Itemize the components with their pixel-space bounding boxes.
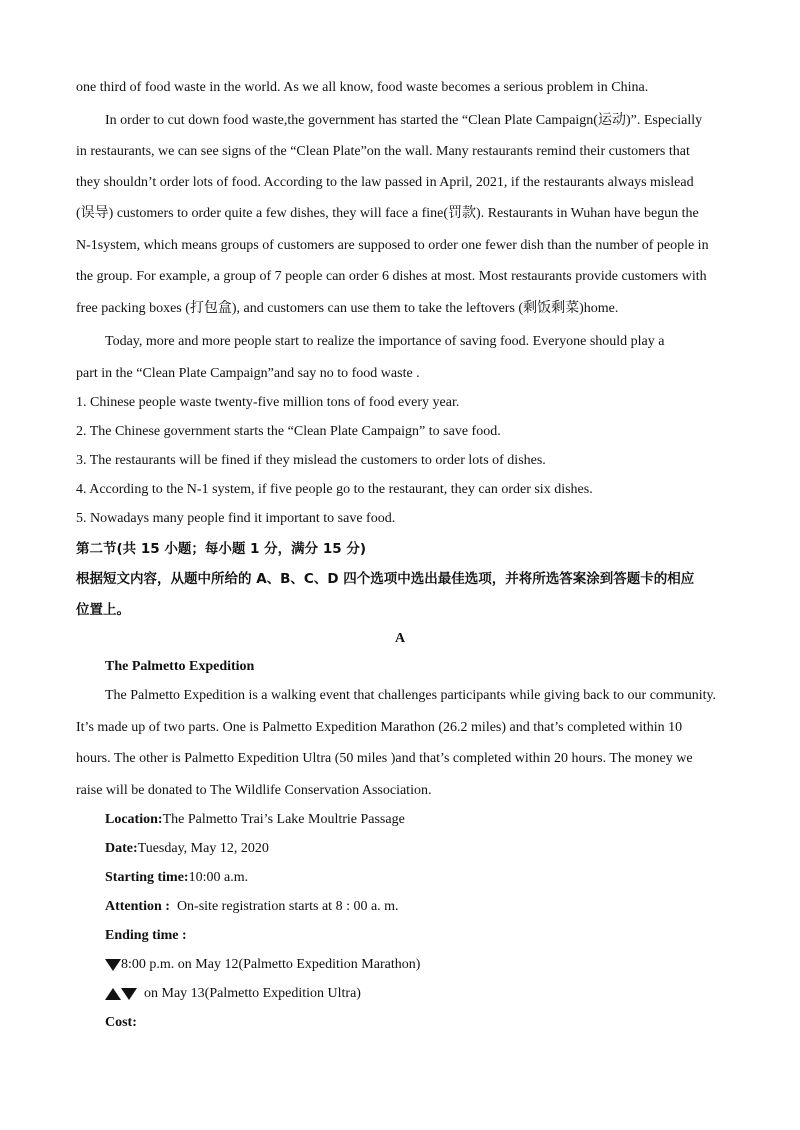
location-label: Location: — [105, 812, 163, 827]
ending-ultra-row — [105, 985, 361, 1003]
start-time-row — [105, 869, 248, 887]
passageA-body-line: raise will be donated to The Wildlife Conservation Association. — [76, 783, 432, 798]
statement-item: 3. The restaurants will be fined if they mislead the customers to order lots of dishes. — [76, 453, 546, 468]
ending-marathon-text: 8:00 p.m. on May 12(Palmetto Expedition Marathon) — [121, 957, 421, 972]
section-heading: 第二节(共 15 小题；每小题 1 分，满分 15 分) — [76, 541, 367, 557]
location-value: The Palmetto Trai’s Lake Moultrie Passage — [162, 812, 405, 827]
attention-label: Attention : — [105, 899, 170, 914]
passage1-line: one third of food waste in the world. As we all know, food waste becomes a serious problem in China. — [76, 80, 649, 95]
passage1-line: Today, more and more people start to realize the importance of saving food. Everyone should play a — [105, 334, 665, 349]
date-value: Tuesday, May 12, 2020 — [137, 841, 269, 856]
passage1-line: N-1system, which means groups of customers are supposed to order one fewer dish than the number of people in — [76, 238, 709, 253]
passage1-line: the group. For example, a group of 7 people can order 6 dishes at most. Most restaurants provide customers with — [76, 269, 707, 284]
section-instruction: 根据短文内容，从题中所给的 A、B、C、D 四个选项中选出最佳选项，并将所选答案涂到答题卡的相应 — [76, 571, 695, 587]
statement-item: 5. Nowadays many people find it important to save food. — [76, 511, 396, 526]
statement-item: 4. According to the N-1 system, if five people go to the restaurant, they can order six dishes. — [76, 482, 593, 497]
triangle-down-icon — [121, 988, 137, 1000]
passageA-body-line: It’s made up of two parts. One is Palmetto Expedition Marathon (26.2 miles) and that’s completed within 10 — [76, 720, 683, 735]
ending-time-label: Ending time : — [105, 928, 187, 943]
start-time-label: Starting time: — [105, 870, 189, 885]
passage-title: The Palmetto Expedition — [105, 659, 255, 674]
passage1-line: in restaurants, we can see signs of the “Clean Plate”on the wall. Many restaurants remind their customers that — [76, 144, 690, 159]
passage1-line: In order to cut down food waste,the government has started the “Clean Plate Campaign(运动)”. Especially — [105, 113, 703, 128]
passageA-body-line: hours. The other is Palmetto Expedition Ultra (50 miles )and that’s completed within 20 hours. The money we — [76, 751, 693, 766]
passage-letter: A — [394, 631, 406, 646]
triangle-down-icon — [105, 959, 121, 971]
triangle-up-icon — [105, 988, 121, 1000]
attention-row — [105, 898, 399, 916]
statement-item: 2. The Chinese government starts the “Clean Plate Campaign” to save food. — [76, 424, 501, 439]
attention-value: On-site registration starts at 8 : 00 a. m. — [176, 899, 399, 914]
statement-item: 1. Chinese people waste twenty-five million tons of food every year. — [76, 395, 460, 410]
passage1-line: they shouldn’t order lots of food. According to the law passed in April, 2021, if the restaurants always mislead — [76, 175, 694, 190]
section-instruction: 位置上。 — [76, 602, 130, 618]
date-row — [105, 840, 269, 858]
cost-label: Cost: — [105, 1015, 137, 1030]
ending-ultra-text: on May 13(Palmetto Expedition Ultra) — [144, 986, 361, 1001]
ending-marathon-row — [105, 956, 420, 974]
date-label: Date: — [105, 841, 138, 856]
passage1-line: free packing boxes (打包盒), and customers can use them to take the leftovers (剩饭剩菜)home. — [76, 301, 619, 316]
passageA-body-line: The Palmetto Expedition is a walking event that challenges participants while giving back to our community. — [105, 688, 717, 703]
location-row — [105, 811, 405, 829]
start-time-value: 10:00 a.m. — [188, 870, 249, 885]
passage1-line: part in the “Clean Plate Campaign”and say no to food waste . — [76, 366, 420, 381]
passage1-line: (误导) customers to order quite a few dishes, they will face a fine(罚款). Restaurants in Wuhan have begun the — [76, 206, 699, 221]
